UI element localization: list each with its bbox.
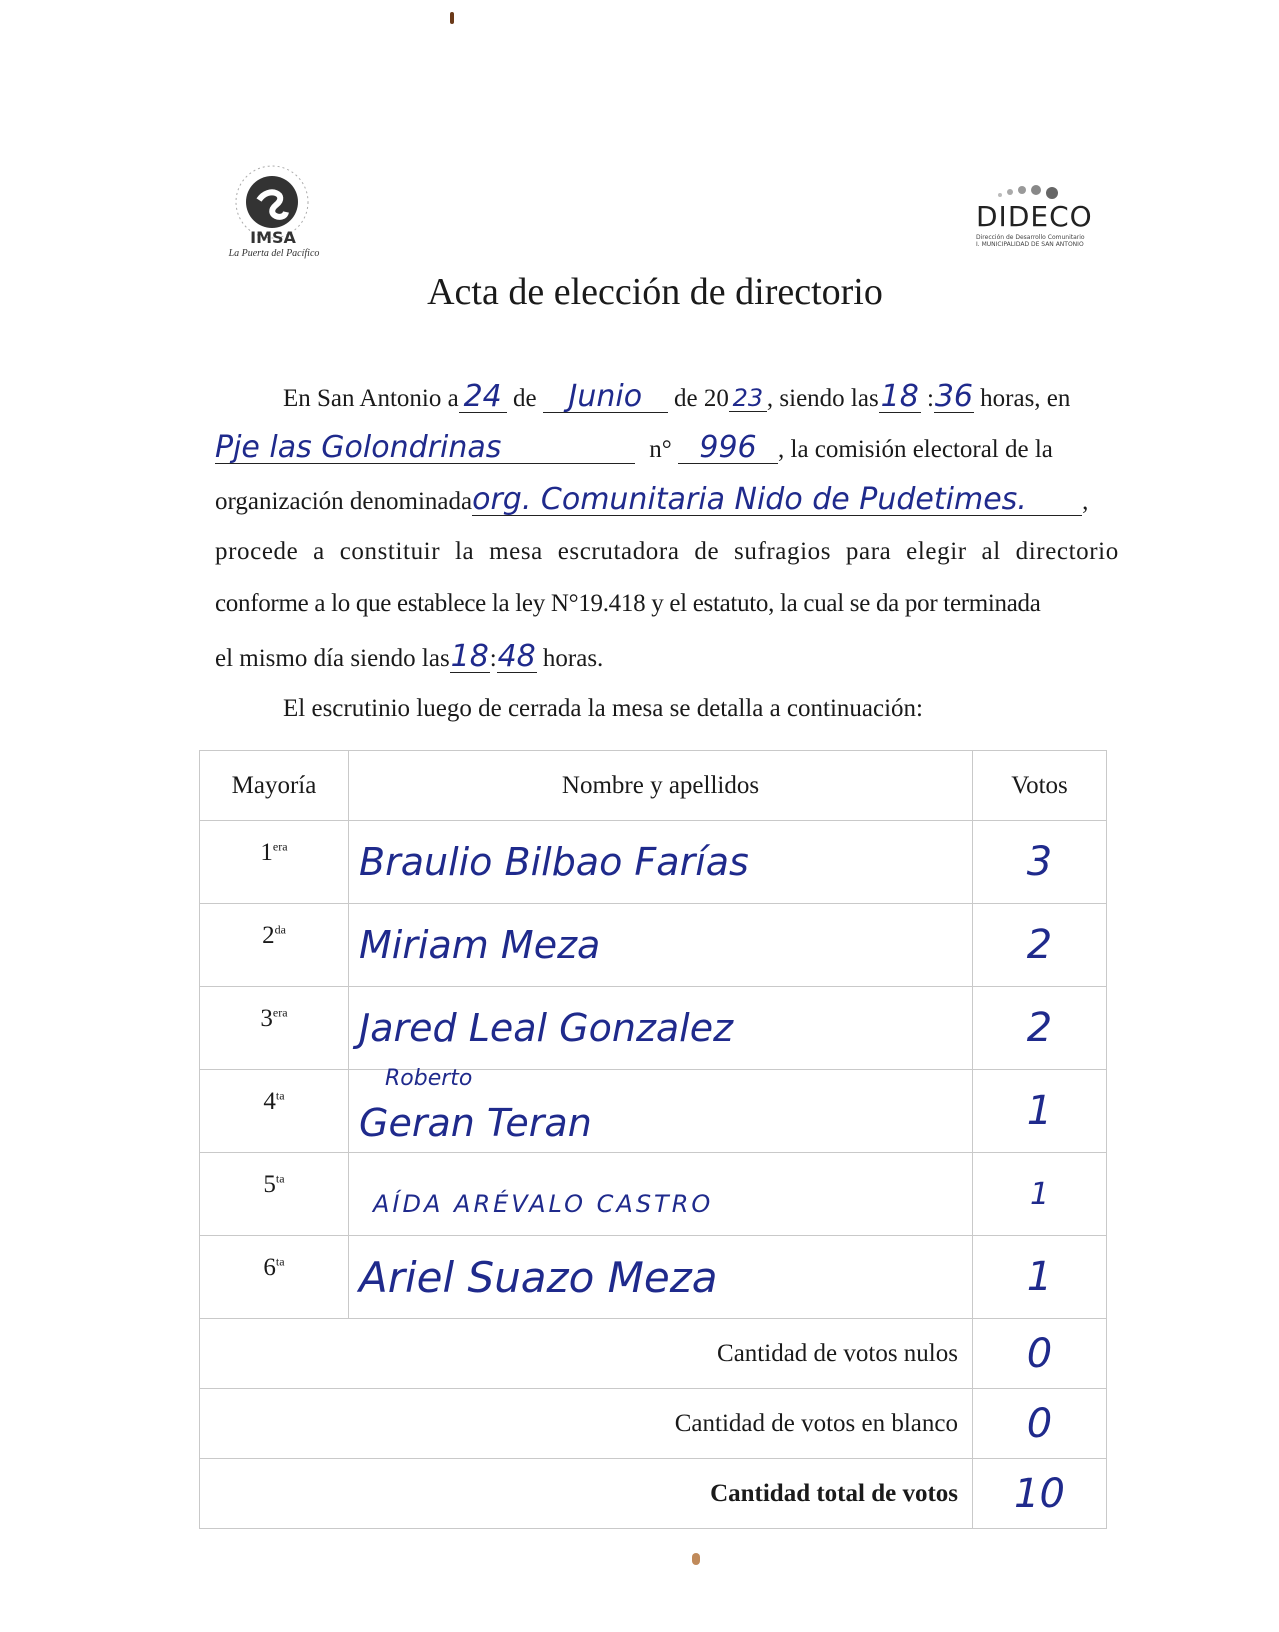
votes-value: 1 [1026,1254,1053,1300]
imsa-logo [214,160,334,270]
results-table [199,750,1107,1529]
rank-suffix: ta [275,1171,285,1186]
street-field: Pje las Golondrinas [215,430,502,465]
table-row [200,987,1107,1070]
rank-cell [200,1153,349,1236]
table-row [200,1236,1107,1319]
text-de: de [512,385,537,412]
votes-value: 1 [1026,1088,1053,1134]
candidate-name: Jared Leal Gonzalez [359,1006,734,1050]
rank-suffix: era [272,839,288,854]
rank-suffix: ta [275,1088,285,1103]
candidate-name: Geran Teran [359,1101,592,1145]
blank-votes-value: 0 [1026,1400,1053,1447]
rank-number: 6 [263,1254,276,1281]
paragraph-line-6: el mismo día siendo las18:48 horas. [215,639,604,674]
rank-cell [200,821,349,904]
candidate-name: Ariel Suazo Meza [359,1252,718,1302]
votes-cell [973,821,1107,904]
candidate-name-cell [349,1236,973,1319]
votes-cell [973,1389,1107,1459]
dideco-line2: I. MUNICIPALIDAD DE SAN ANTONIO [976,241,1084,248]
rank-number: 2 [262,922,275,949]
rank-number: 4 [263,1088,276,1115]
imsa-name: IMSA [250,228,296,247]
paragraph-line-3: organización denominadaorg. Comunitaria Nido de Pudetimes. , [215,482,1089,517]
table-row [200,1153,1107,1236]
candidate-name-cell [349,821,973,904]
candidate-name: Braulio Bilbao Farías [359,840,749,884]
house-number-field: 996 [699,430,757,465]
start-minute-field: 36 [934,379,973,414]
paragraph-line-5: conforme a lo que establece la ley N°19.418 y el estatuto, la cual se da por terminada [215,590,1041,617]
imsa-tagline: La Puerta del Pacífico [228,248,320,259]
votes-cell [973,904,1107,987]
votes-cell [973,987,1107,1070]
rank-number: 5 [263,1171,276,1198]
votes-cell [973,1153,1107,1236]
votes-value: 2 [1026,922,1053,968]
summary-row-null [200,1319,1107,1389]
rank-number: 3 [260,1005,273,1032]
paper-speck [450,12,454,24]
rank-cell [200,904,349,987]
organization-field: org. Comunitaria Nido de Pudetimes. [472,482,1027,517]
votes-value: 1 [1029,1176,1050,1212]
candidate-name-annotation: Roberto [385,1066,473,1091]
year-field: 23 [732,384,764,412]
header-votes: Votos [973,751,1107,821]
header-name: Nombre y apellidos [349,751,973,821]
paragraph-line-2 [215,430,1053,465]
votes-cell [973,1236,1107,1319]
text-horas-en: horas, en [980,385,1071,412]
end-hour-field: 18 [450,639,489,674]
votes-value: 3 [1026,839,1053,885]
total-votes-label: Cantidad total de votos [200,1459,973,1529]
paragraph-line-7: El escrutinio luego de cerrada la mesa se detalla a continuación: [283,695,924,722]
candidate-name: AÍDA ARÉVALO CASTRO [373,1189,714,1218]
votes-value: 2 [1026,1005,1053,1051]
text-de-20: de 20 [674,385,729,412]
candidate-name: Miriam Meza [359,923,601,967]
paragraph-line-4: procede a constituir la mesa escrutadora de sufragios para elegir al directorio [215,538,1119,565]
rank-number: 1 [260,839,273,866]
votes-cell [973,1070,1107,1153]
rank-cell [200,1236,349,1319]
summary-row-total [200,1459,1107,1529]
null-votes-label: Cantidad de votos nulos [200,1319,973,1389]
total-votes-value: 10 [1014,1470,1065,1517]
text-organizacion-denominada: organización denominada [215,488,473,515]
summary-row-blank [200,1389,1107,1459]
paper-speck [692,1553,700,1565]
table-row [200,904,1107,987]
candidate-name-cell [349,1153,973,1236]
table-row [200,1070,1107,1153]
paragraph-line-1: En San Antonio a 24 de Junio de 20 23 , siendo las18 :36 horas, en [283,379,1071,414]
dideco-logo [970,180,1100,250]
candidate-name-cell [349,1066,973,1153]
month-field: Junio [568,379,643,414]
document-title: Acta de elección de directorio [427,271,883,313]
start-hour-field: 18 [880,379,919,414]
text-comision-electoral: , la comisión electoral de la [778,436,1053,463]
rank-suffix: era [272,1005,288,1020]
rank-suffix: ta [275,1254,285,1269]
text-mismo-dia: el mismo día siendo las [215,645,450,672]
rank-cell [200,987,349,1070]
votes-cell [973,1459,1107,1529]
rank-suffix: da [274,922,286,937]
rank-cell [200,1070,349,1153]
table-row [200,821,1107,904]
text-siendo-las: , siendo las [766,385,879,412]
header-rank: Mayoría [200,751,349,821]
day-field: 24 [463,379,502,414]
dideco-line1: Dirección de Desarrollo Comunitario [976,234,1085,241]
end-minute-field: 48 [497,639,536,674]
table-header-row [200,751,1107,821]
candidate-name-cell [349,904,973,987]
text-horas: horas. [542,645,604,672]
null-votes-value: 0 [1026,1330,1053,1377]
dideco-dots-icon [970,180,1100,202]
blank-votes-label: Cantidad de votos en blanco [200,1389,973,1459]
candidate-name-cell [349,987,973,1070]
text-numero: n° [649,436,672,463]
dideco-name: DIDECO [976,200,1093,233]
text-en-san-antonio: En San Antonio a [283,385,459,412]
votes-cell [973,1319,1107,1389]
